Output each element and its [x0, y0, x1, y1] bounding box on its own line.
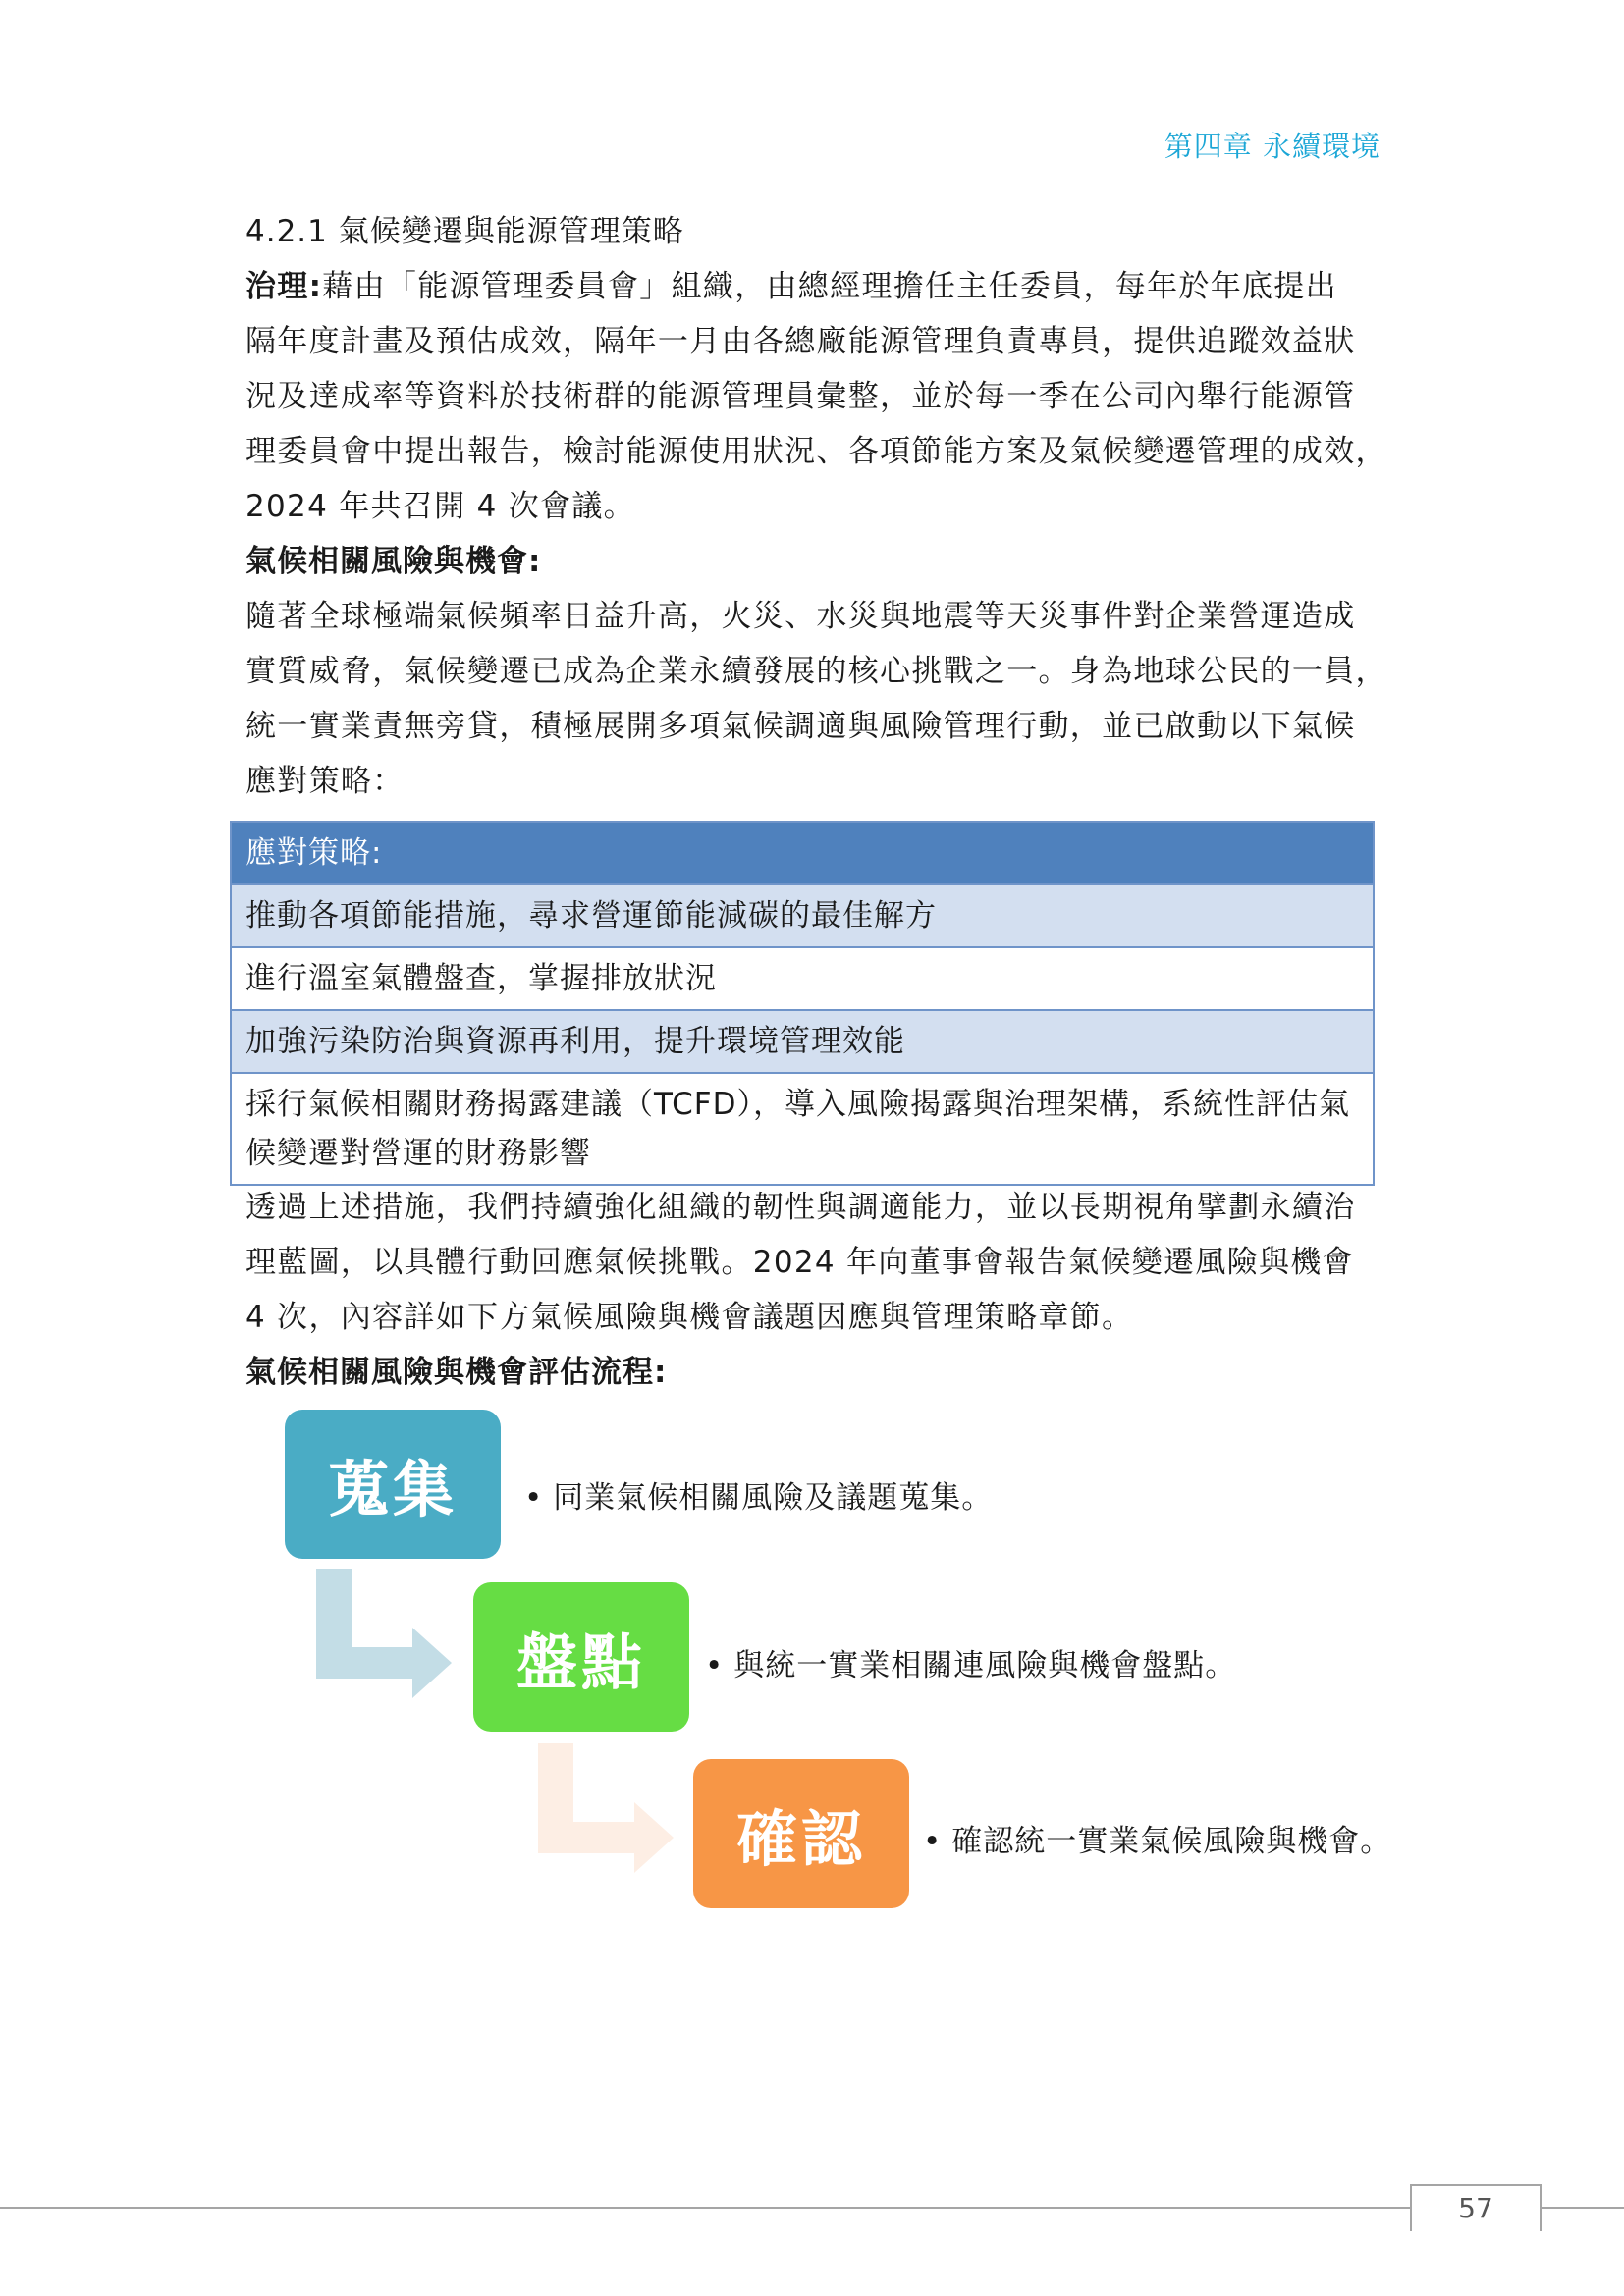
chapter-title: 第四章 永續環境 — [1164, 130, 1380, 163]
after-line-2: 理藍圖，以具體行動回應氣候挑戰。2024 年向董事會報告氣候變遷風險與機會 — [245, 1245, 1354, 1280]
governance-line-4: 理委員會中提出報告，檢討能源使用狀況、各項節能方案及氣候變遷管理的成效， — [245, 434, 1387, 469]
process-desc-collect-text: 同業氣候相關風險及議題蒐集。 — [553, 1480, 994, 1516]
section-title: 4.2.1 氣候變遷與能源管理策略 — [245, 214, 684, 249]
process-box-collect — [285, 1410, 501, 1559]
process-box-confirm — [693, 1759, 909, 1908]
strategy-row: 進行溫室氣體盤查，掌握排放狀況 — [231, 947, 1374, 1010]
arrow-2-icon — [538, 1743, 674, 1873]
process-desc-inventory — [705, 1640, 1236, 1684]
strategy-table-header: 應對策略: — [231, 822, 1374, 884]
process-title-inventory: 盤點 — [515, 1626, 646, 1698]
process-title-confirm: 確認 — [735, 1802, 866, 1875]
process-heading: 氣候相關風險與機會評估流程: — [245, 1355, 668, 1390]
after-line-3: 4 次，內容詳如下方氣候風險與機會議題因應與管理策略章節。 — [245, 1300, 1134, 1335]
page-number: 57 — [1410, 2184, 1542, 2231]
arrow-1-icon — [316, 1569, 452, 1698]
governance-line-5: 2024 年共召開 4 次會議。 — [245, 489, 635, 524]
process-desc-inventory-text: 與統一實業相關連風險與機會盤點。 — [733, 1648, 1237, 1683]
strategy-row: 加強污染防治與資源再利用，提升環境管理效能 — [231, 1010, 1374, 1073]
process-desc-confirm — [923, 1816, 1391, 1860]
strategy-row: 推動各項節能措施，尋求營運節能減碳的最佳解方 — [231, 884, 1374, 947]
footer-divider — [0, 2207, 1624, 2209]
strategy-row: 採行氣候相關財務揭露建議（TCFD），導入風險揭露與治理架構，系統性評估氣候變遷對營運的財務影響 — [231, 1073, 1374, 1185]
risk-line-4: 應對策略： — [245, 764, 405, 799]
process-box-inventory — [473, 1582, 689, 1732]
process-desc-collect — [524, 1472, 993, 1517]
risk-line-2: 實質威脅，氣候變遷已成為企業永續發展的核心挑戰之一。身為地球公民的一員， — [245, 654, 1387, 689]
risk-heading: 氣候相關風險與機會: — [245, 544, 542, 579]
governance-label: 治理: — [245, 269, 323, 304]
bullet-icon: • — [923, 1824, 943, 1859]
risk-line-3: 統一實業責無旁貸，積極展開多項氣候調適與風險管理行動，並已啟動以下氣候 — [245, 709, 1356, 744]
after-line-1: 透過上述措施，我們持續強化組織的韌性與調適能力，並以長期視角擘劃永續治 — [245, 1190, 1356, 1225]
governance-line-2: 隔年度計畫及預估成效，隔年一月由各總廠能源管理負責專員，提供追蹤效益狀 — [245, 324, 1356, 359]
bullet-icon: • — [524, 1480, 544, 1516]
process-title-collect: 蒐集 — [327, 1453, 458, 1525]
governance-text-1: 藉由「能源管理委員會」組織，由總經理擔任主任委員，每年於年底提出 — [322, 269, 1337, 304]
process-desc-confirm-text: 確認統一實業氣候風險與機會。 — [951, 1824, 1392, 1859]
bullet-icon: • — [705, 1648, 725, 1683]
governance-line-3: 況及達成率等資料於技術群的能源管理員彙整，並於每一季在公司內舉行能源管 — [245, 379, 1356, 414]
risk-line-1: 隨著全球極端氣候頻率日益升高，火災、水災與地震等天災事件對企業營運造成 — [245, 599, 1356, 634]
